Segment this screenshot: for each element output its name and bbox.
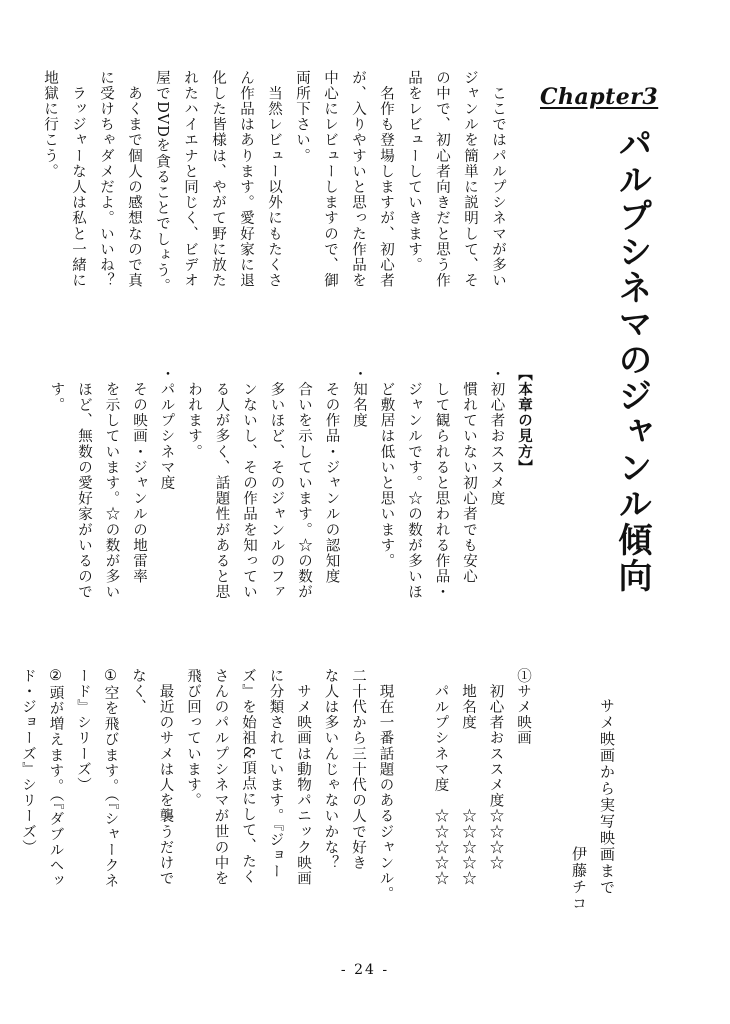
shark-section-text: ①サメ映画 初心者おススメ度☆☆☆☆ 地名度 ☆☆☆☆☆ パルプシネマ度 ☆☆☆☆☆ 現在一番話題のあるジャンル。 二十代から三十代の人で好き な人は多いんじゃないかな？ サメ映画は動物パニック映画 に分類されています。『ジョー ズ』を始祖&頂点にして、たく さんのパルプシネマが世の中を 飛び回っています。 最近のサメは人を襲うだけで なく、 ①空を飛びます。（『シャークネ ード』シリーズ） ②頭が増えます。（『ダブルヘッ ド・ジョーズ』シリーズ） [20,668,531,902]
chapter-title: パルプシネマのジャンル傾向 [612,126,652,594]
page-number: - 24 - [340,962,390,978]
guide-heading: 【本章の見方】 [516,366,533,476]
guide-block [48,366,538,656]
chapter-label: Chapter3 [540,84,659,110]
author-name: 伊藤チコ [570,846,588,912]
guide-text: ・初心者おススメ度 慣れていない初心者でも安心 して観られると思われる作品・ ジャンルです。☆の数が多いほ ど敷居は低いと思います。 ・知名度 その作品・ジャンルの認知度 合いを示しています。☆の数が 多いほど、そのジャンルのファ ンないし、その作品を知ってい る人が多く、話題性があると思 われます。 ・パルプシネマ度 その映画・ジャンルの地雷率 を示しています。☆の数が多い ほど、無数の愛好家がいるので す。 [48,366,505,600]
section-subtitle: サメ映画から実写映画まで [598,698,616,896]
intro-text: ここではパルプシネマが多い ジャンルを簡単に説明して、そ の中で、初心者向きだと思う作 品をレビューしていきます。 名作も登場しますが、初心者 が、入りやすいと思った作品を 中心にレビューしますので、御 両所下さい。 当然レビュー以外にもたくさ ん作品はあります。愛好家に退 化した皆様は、やがて野に放た れたハイエナと同じく、ビデオ 屋でDVDを貪ることでしょう。 あくまで個人の感想なので真 に受けちゃダメだよ。いいね？ ラッジャーな人は私と一緒に 地獄に行こう。 [42,70,506,294]
